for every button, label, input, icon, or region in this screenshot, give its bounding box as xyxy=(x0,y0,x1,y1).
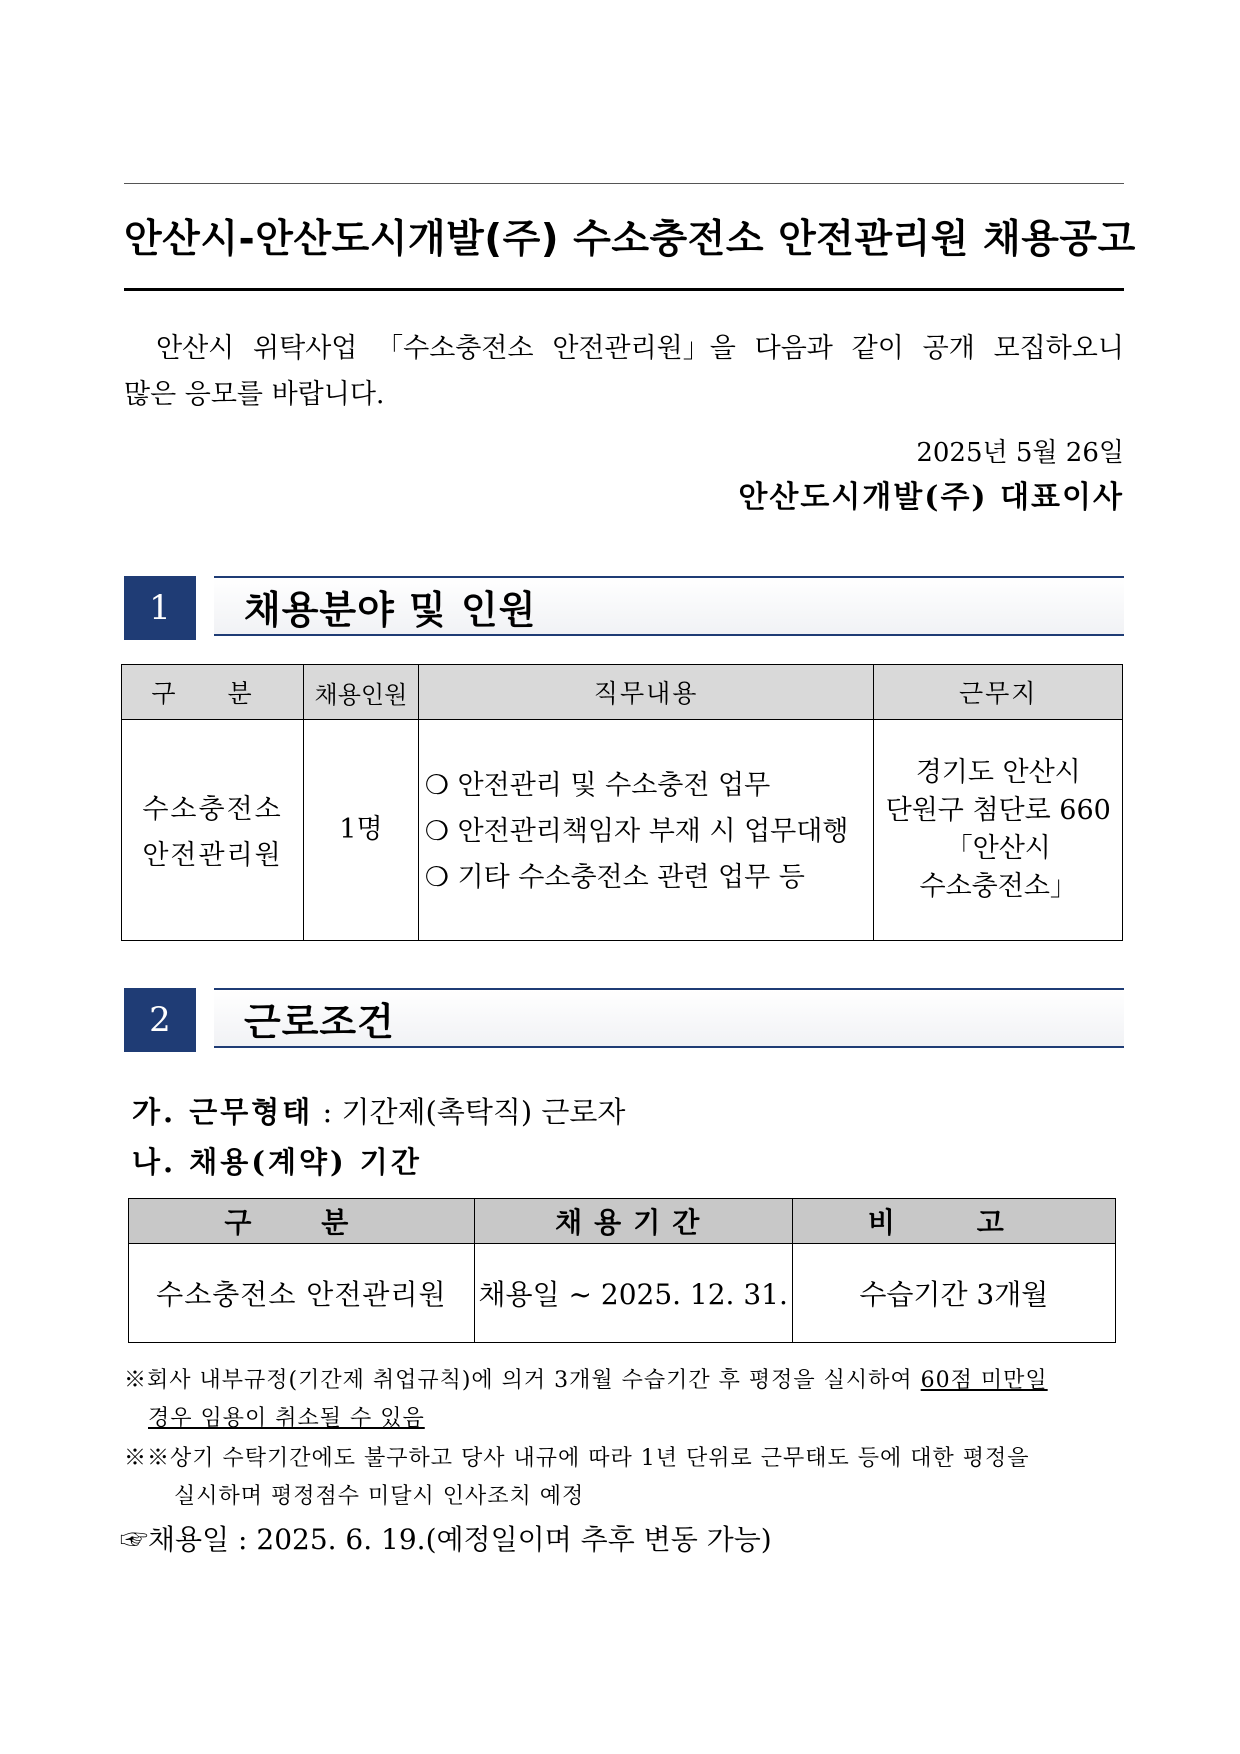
title-bottom-rule xyxy=(124,288,1124,291)
table-row xyxy=(129,1244,1116,1343)
work-type-line xyxy=(132,1090,625,1131)
intro-word: 같이 xyxy=(851,333,904,364)
hire-date-line: ☞채용일 : 2025. 6. 19.(예정일이며 추후 변동 가능) xyxy=(120,1523,772,1556)
page-title: 안산시-안산도시개발(주) 수소충전소 안전관리원 채용공고 xyxy=(124,217,1136,262)
intro-word: 안전관리원」을 xyxy=(552,333,736,364)
title-top-rule xyxy=(124,183,1124,184)
table-row xyxy=(122,720,1123,941)
work-type-value: : 기간제(촉탁직) 근로자 xyxy=(313,1095,626,1129)
note-2-line-1: ※※상기 수탁기간에도 불구하고 당사 내규에 따라 1년 단위로 근무태도 등에 대한 평정을 xyxy=(124,1446,1030,1471)
period-label: 나. 채용(계약) 기간 xyxy=(132,1145,422,1179)
header-headcount: 채용인원 xyxy=(304,665,419,720)
recruitment-table-header xyxy=(122,665,1123,720)
header-remark: 비 고 xyxy=(792,1199,1115,1244)
cell-duties xyxy=(418,720,874,941)
intro-word: 모집하오니 xyxy=(993,333,1124,364)
intro-line-2: 많은 응모를 바랍니다. xyxy=(124,379,385,410)
contract-period-table xyxy=(128,1198,1116,1343)
recruitment-table xyxy=(121,664,1123,941)
section-1-number: 1 xyxy=(124,576,196,640)
cell-field: 수소충전소 안전관리원 xyxy=(129,1244,475,1343)
header-category: 구 분 xyxy=(129,1199,475,1244)
note-2-line-2: 실시하며 평정점수 미달시 인사조치 예정 xyxy=(174,1484,585,1509)
duty-item: ❍ 안전관리 및 수소충전 업무 xyxy=(424,770,771,801)
cell-headcount: 1명 xyxy=(304,720,419,941)
intro-paragraph xyxy=(124,326,1124,418)
period-line xyxy=(132,1140,422,1181)
section-2-header xyxy=(214,988,1124,1048)
section-1-title: 채용분야 및 인원 xyxy=(244,587,537,632)
section-2-number: 2 xyxy=(124,988,196,1052)
work-type-label: 가. 근무형태 xyxy=(132,1095,314,1129)
intro-word: 「수소충전소 xyxy=(376,333,534,364)
intro-word: 안산시 xyxy=(156,333,235,364)
header-duties: 직무내용 xyxy=(418,665,874,720)
location-line: 「안산시 xyxy=(945,833,1051,864)
location-line: 경기도 안산시 xyxy=(915,757,1081,788)
location-line: 단원구 첨단로 660 xyxy=(885,795,1111,826)
intro-line-1 xyxy=(124,326,1124,372)
notice-date: 2025년 5월 26일 xyxy=(916,438,1124,468)
section-2-title: 근로조건 xyxy=(244,999,395,1044)
contract-table-header xyxy=(129,1199,1116,1244)
intro-word: 공개 xyxy=(922,333,975,364)
note-1-line-2: 경우 임용이 취소될 수 있음 xyxy=(148,1406,425,1431)
header-location: 근무지 xyxy=(874,665,1123,720)
header-category: 구 분 xyxy=(122,665,304,720)
section-1-header xyxy=(214,576,1124,636)
notice-signer: 안산도시개발(주) 대표이사 xyxy=(738,480,1124,515)
note-1-text: ※회사 내부규정(기간제 취업규칙)에 의거 3개월 수습기간 후 평정을 실시하여 xyxy=(124,1368,921,1393)
note-1-line-1 xyxy=(124,1362,1048,1400)
cell-field xyxy=(122,720,304,941)
duty-item: ❍ 안전관리책임자 부재 시 업무대행 xyxy=(424,816,849,847)
intro-word: 다음과 xyxy=(754,333,833,364)
header-period: 채용기간 xyxy=(474,1199,792,1244)
location-line: 수소충전소」 xyxy=(919,871,1077,902)
cell-location xyxy=(874,720,1123,941)
field-line: 안전관리원 xyxy=(142,840,283,871)
cell-remark: 수습기간 3개월 xyxy=(792,1244,1115,1343)
intro-word: 위탁사업 xyxy=(253,333,358,364)
cell-period: 채용일 ~ 2025. 12. 31. xyxy=(474,1244,792,1343)
note-1-emphasis: 60점 미만일 xyxy=(920,1368,1048,1393)
duty-item: ❍ 기타 수소충전소 관련 업무 등 xyxy=(424,862,805,893)
field-line: 수소충전소 xyxy=(142,794,283,825)
